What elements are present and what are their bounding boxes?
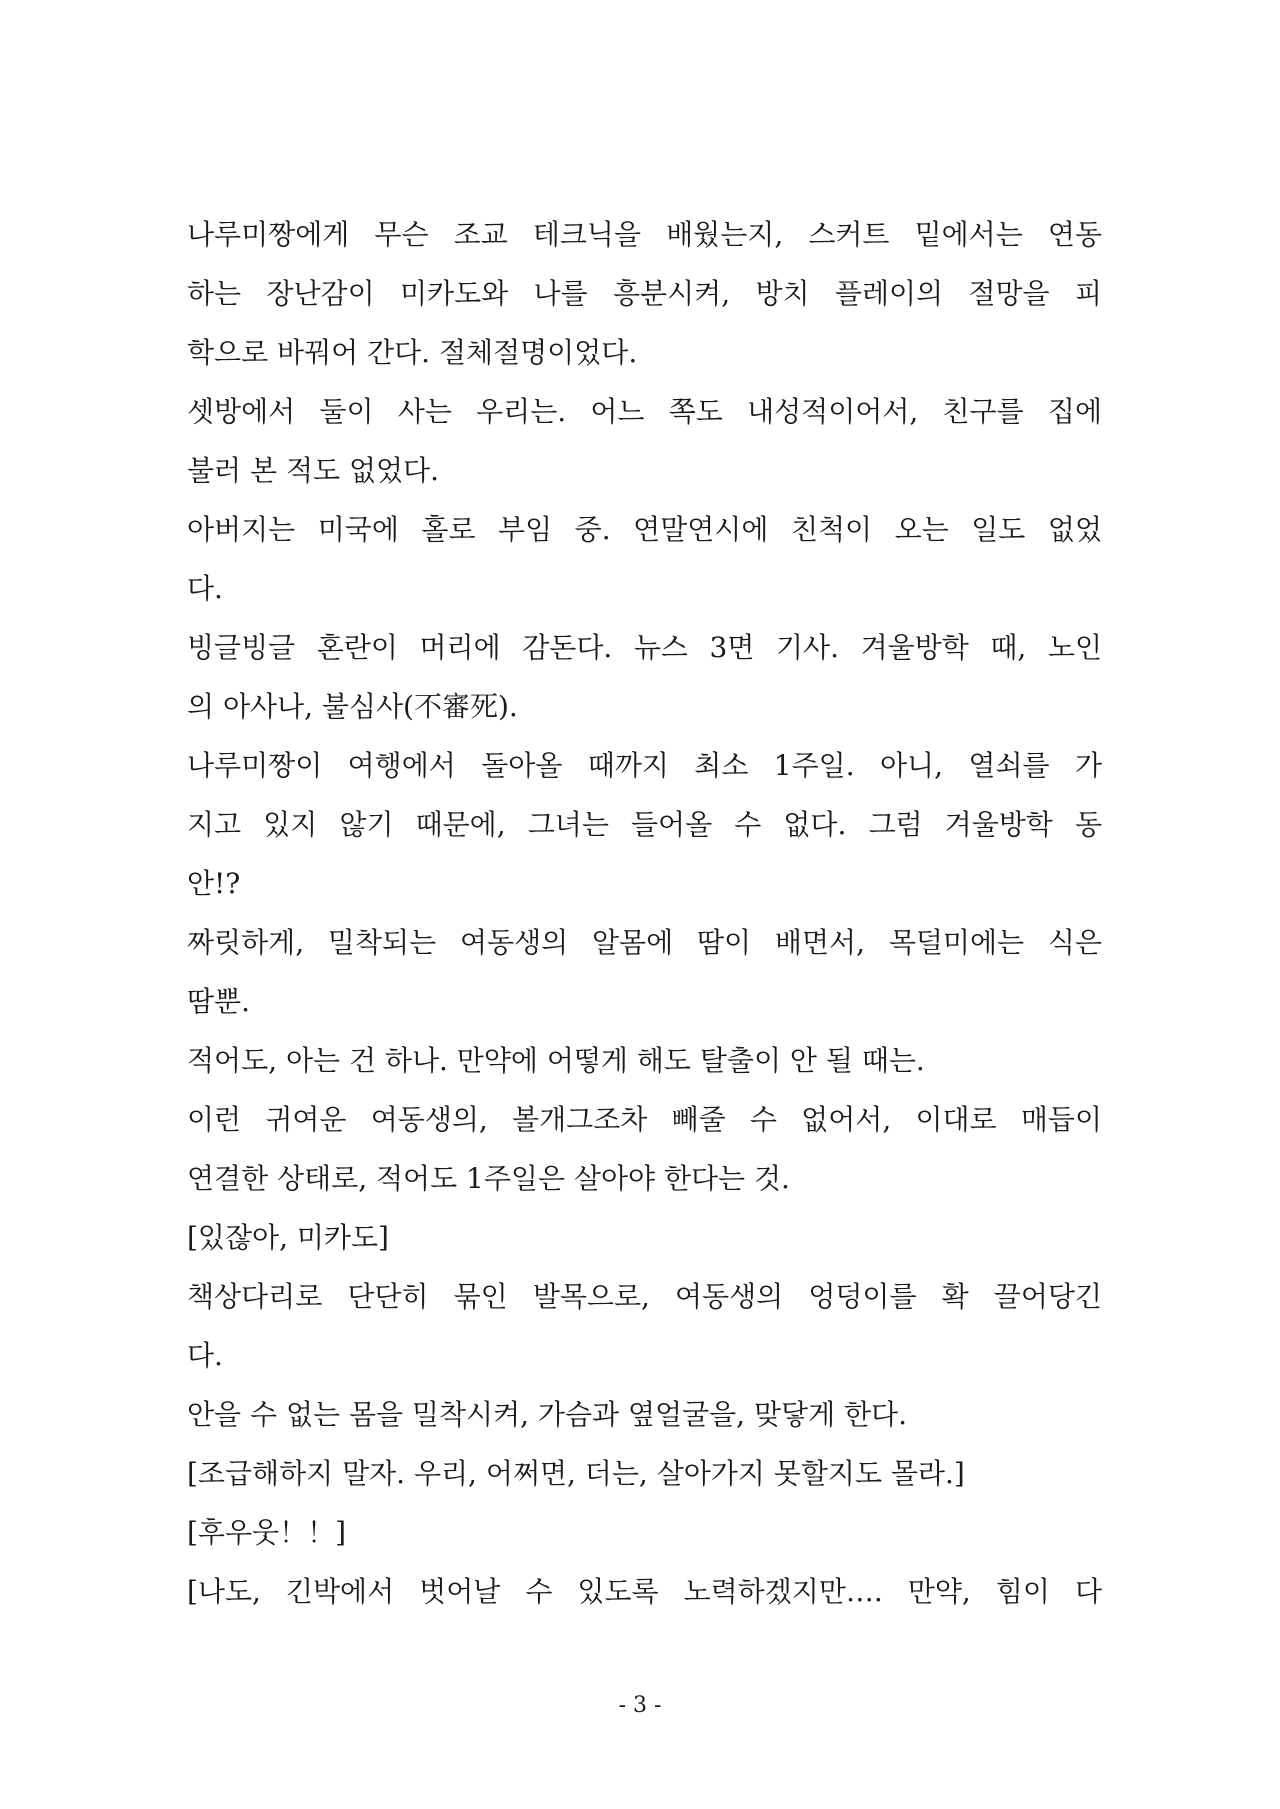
text-line: 안!? [187,867,241,900]
text-line: [후우웃！！] [187,1516,346,1549]
text-line: 나루미짱이 여행에서 돌아올 때까지 최소 1주일. 아니, 열쇠를 가 [187,749,1102,782]
page-number: - 3 - [618,1693,662,1718]
text-line: 하는 장난감이 미카도와 나를 흥분시켜, 방치 플레이의 절망을 피 [187,277,1102,310]
text-line: 셋방에서 둘이 사는 우리는. 어느 쪽도 내성적이어서, 친구를 집에 [187,395,1102,428]
text-line: 지고 있지 않기 때문에, 그녀는 들어올 수 없다. 그럼 겨울방학 동 [187,808,1102,841]
text-line: 연결한 상태로, 적어도 1주일은 살아야 한다는 것. [187,1162,790,1195]
text-line: 불러 본 적도 없었다. [187,454,439,487]
body-text [187,205,1102,1621]
text-line: 의 아사나, 불심사(不審死). [187,690,518,723]
text-line: 적어도, 아는 건 하나. 만약에 어떻게 해도 탈출이 안 될 때는. [187,1044,925,1077]
text-line: 빙글빙글 혼란이 머리에 감돈다. 뉴스 3면 기사. 겨울방학 때, 노인 [187,631,1102,664]
text-line: 안을 수 없는 몸을 밀착시켜, 가슴과 옆얼굴을, 맞닿게 한다. [187,1398,908,1431]
text-line: [조급해하지 말자. 우리, 어쩌면, 더는, 살아가지 못할지도 몰라.] [187,1457,965,1490]
text-line: [있잖아, 미카도] [187,1221,389,1254]
text-line: 아버지는 미국에 홀로 부임 중. 연말연시에 친척이 오는 일도 없었 [187,513,1102,546]
text-line: [나도, 긴박에서 벗어날 수 있도록 노력하겠지만…. 만약, 힘이 다 [187,1575,1102,1608]
text-line: 나루미짱에게 무슨 조교 테크닉을 배웠는지, 스커트 밑에서는 연동 [187,218,1102,251]
text-line: 다. [187,572,223,605]
text-line: 짜릿하게, 밀착되는 여동생의 알몸에 땀이 배면서, 목덜미에는 식은 [187,926,1102,959]
text-line: 땀뿐. [187,985,250,1018]
text-line: 다. [187,1339,223,1372]
text-line: 학으로 바꿔어 간다. 절체절명이었다. [187,336,638,369]
text-line: 이런 귀여운 여동생의, 볼개그조차 빼줄 수 없어서, 이대로 매듭이 [187,1103,1102,1136]
text-line: 책상다리로 단단히 묶인 발목으로, 여동생의 엉덩이를 확 끌어당긴 [187,1280,1102,1313]
